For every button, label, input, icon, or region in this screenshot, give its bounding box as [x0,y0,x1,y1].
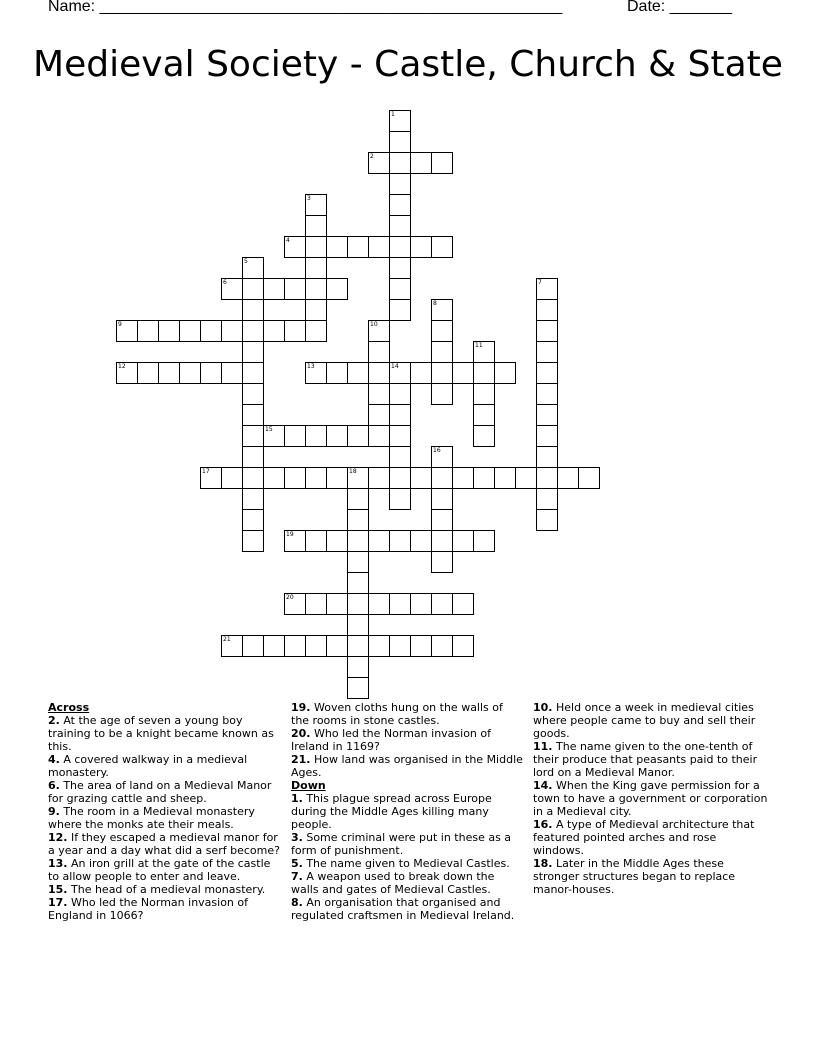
grid-cell[interactable] [305,467,327,489]
clue-number-label: 20. [291,727,311,740]
grid-cell[interactable] [221,362,243,384]
clue-item [48,805,280,831]
grid-cell[interactable] [305,299,327,321]
grid-cell[interactable] [284,467,306,489]
grid-cell[interactable] [389,362,411,384]
down-heading: Down [291,779,326,792]
grid-cell[interactable] [431,488,453,510]
clue-text: Held once a week in medieval cities where people came to buy and sell their goods. [533,701,756,740]
grid-cell[interactable] [536,488,558,510]
grid-cell[interactable] [536,404,558,426]
grid-cell[interactable] [368,425,390,447]
grid-cell[interactable] [410,362,432,384]
clue-number-label: 4. [48,753,60,766]
grid-cell[interactable] [263,278,285,300]
clue-text: How land was organised in the Middle Ages. [291,753,523,779]
grid-cell[interactable] [557,467,579,489]
grid-cell[interactable] [305,215,327,237]
across-clue-list-continued [291,701,523,779]
page-title: Medieval Society - Castle, Church & State [33,44,783,85]
grid-cell[interactable] [284,530,306,552]
clue-number: 20 [286,594,294,601]
clue-number: 6 [223,279,227,286]
grid-cell[interactable] [242,404,264,426]
grid-cell[interactable] [347,467,369,489]
clue-item [533,701,769,740]
grid-cell[interactable] [389,425,411,447]
grid-cell[interactable] [347,236,369,258]
grid-cell[interactable] [389,299,411,321]
grid-cell[interactable] [389,593,411,615]
clue-number-label: 17. [48,896,68,909]
grid-cell[interactable] [473,530,495,552]
clue-number-label: 19. [291,701,311,714]
clue-item [48,896,280,922]
clue-number: 10 [370,321,378,328]
clue-text: At the age of seven a young boy training to be a knight became known as this. [48,714,274,753]
grid-cell[interactable] [200,320,222,342]
grid-cell[interactable] [326,362,348,384]
clue-number-label: 6. [48,779,60,792]
clues-column-2 [291,701,523,922]
grid-cell[interactable] [536,425,558,447]
clue-text: Later in the Middle Ages these stronger structures began to replace manor-houses. [533,857,736,896]
grid-cell[interactable] [431,362,453,384]
grid-cell[interactable] [410,530,432,552]
grid-cell[interactable] [200,362,222,384]
clue-number-label: 11. [533,740,553,753]
grid-cell[interactable] [347,362,369,384]
grid-cell[interactable] [368,383,390,405]
down-clue-list [291,792,523,922]
clue-item [48,831,280,857]
clue-number: 13 [307,363,315,370]
grid-cell[interactable] [284,425,306,447]
grid-cell[interactable] [536,299,558,321]
clue-number: 15 [265,426,273,433]
clue-number-label: 15. [48,883,68,896]
clue-number: 8 [433,300,437,307]
clue-text: This plague spread across Europe during the Middle Ages killing many people. [291,792,492,831]
grid-cell[interactable] [536,446,558,468]
name-line: Name: ____________________________________________________ [48,0,563,15]
clue-number-label: 14. [533,779,553,792]
grid-cell[interactable] [368,236,390,258]
grid-cell[interactable] [263,320,285,342]
clue-number: 21 [223,636,231,643]
clue-text: Who led the Norman invasion of England in 1066? [48,896,249,922]
clue-number: 2 [370,153,374,160]
grid-cell[interactable] [389,257,411,279]
grid-cell[interactable] [389,278,411,300]
grid-cell[interactable] [473,362,495,384]
clue-number-label: 8. [291,896,303,909]
grid-cell[interactable] [473,383,495,405]
grid-cell[interactable] [116,320,138,342]
grid-cell[interactable] [263,635,285,657]
clue-number-label: 9. [48,805,60,818]
grid-cell[interactable] [221,278,243,300]
grid-cell[interactable] [242,278,264,300]
grid-cell[interactable] [536,341,558,363]
clue-item [48,779,280,805]
across-clue-list [48,714,280,922]
grid-cell[interactable] [536,278,558,300]
grid-cell[interactable] [536,467,558,489]
grid-cell[interactable] [473,341,495,363]
clue-item [291,857,523,870]
grid-cell[interactable] [200,467,222,489]
grid-cell[interactable] [368,467,390,489]
clue-text: A weapon used to break down the walls and gates of Medieval Castles. [291,870,495,896]
clue-number: 7 [538,279,542,286]
clue-number: 17 [202,468,210,475]
grid-cell[interactable] [431,530,453,552]
clue-number-label: 7. [291,870,303,883]
grid-cell[interactable] [284,635,306,657]
grid-cell[interactable] [515,467,537,489]
grid-cell[interactable] [410,467,432,489]
grid-cell[interactable] [389,173,411,195]
grid-cell[interactable] [389,110,411,132]
grid-cell[interactable] [368,320,390,342]
grid-cell[interactable] [179,320,201,342]
grid-cell[interactable] [263,425,285,447]
grid-cell[interactable] [326,278,348,300]
grid-cell[interactable] [305,635,327,657]
clue-text: The head of a medieval monastery. [67,883,266,896]
clue-number-label: 1. [291,792,303,805]
clue-number: 3 [307,195,311,202]
grid-cell[interactable] [389,236,411,258]
grid-cell[interactable] [431,320,453,342]
clue-text: An organisation that organised and regulated craftsmen in Medieval Ireland. [291,896,515,922]
clue-item [48,883,280,896]
grid-cell[interactable] [536,383,558,405]
grid-cell[interactable] [263,467,285,489]
grid-cell[interactable] [389,152,411,174]
grid-cell[interactable] [431,593,453,615]
grid-cell[interactable] [326,467,348,489]
grid-cell[interactable] [494,362,516,384]
across-heading: Across [48,701,90,714]
clue-text: An iron grill at the gate of the castle to allow people to enter and leave. [48,857,271,883]
clue-number: 5 [244,258,248,265]
clue-number-label: 3. [291,831,303,844]
clue-text: Some criminal were put in these as a form of punishment. [291,831,512,857]
grid-cell[interactable] [242,320,264,342]
grid-cell[interactable] [431,446,453,468]
grid-cell[interactable] [431,635,453,657]
grid-cell[interactable] [242,299,264,321]
grid-cell[interactable] [452,467,474,489]
grid-cell[interactable] [347,656,369,678]
grid-cell[interactable] [221,320,243,342]
grid-cell[interactable] [305,425,327,447]
grid-cell[interactable] [305,278,327,300]
clue-text: Who led the Norman invasion of Ireland in 1169? [291,727,492,753]
clues-column-1 [48,701,280,922]
grid-cell[interactable] [284,236,306,258]
grid-cell[interactable] [242,530,264,552]
grid-cell[interactable] [431,341,453,363]
clue-text: The area of land on a Medieval Manor for grazing cattle and sheep. [48,779,272,805]
grid-cell[interactable] [347,551,369,573]
clue-number-label: 18. [533,857,553,870]
grid-cell[interactable] [305,257,327,279]
grid-cell[interactable] [368,341,390,363]
grid-cell[interactable] [326,236,348,258]
clue-item [48,753,280,779]
clue-text: When the King gave permission for a town to have a government or corporation in a Medieval city. [533,779,768,818]
clue-item [533,779,769,818]
grid-cell[interactable] [410,593,432,615]
clue-number: 11 [475,342,483,349]
grid-cell[interactable] [368,593,390,615]
down-clue-list-continued [533,701,769,896]
grid-cell[interactable] [305,194,327,216]
grid-cell[interactable] [368,152,390,174]
grid-cell[interactable] [473,425,495,447]
clue-item [291,753,523,779]
grid-cell[interactable] [410,152,432,174]
clue-number: 14 [391,363,399,370]
grid-cell[interactable] [158,362,180,384]
grid-cell[interactable] [347,572,369,594]
grid-cell[interactable] [158,320,180,342]
grid-cell[interactable] [389,488,411,510]
grid-cell[interactable] [452,362,474,384]
grid-cell[interactable] [179,362,201,384]
grid-cell[interactable] [326,425,348,447]
clue-text: The name given to the one-tenth of their produce that peasants paid to their lord on a Medieval Manor. [533,740,758,779]
grid-cell[interactable] [242,362,264,384]
clue-number-label: 13. [48,857,68,870]
grid-cell[interactable] [536,362,558,384]
grid-cell[interactable] [431,551,453,573]
grid-cell[interactable] [536,509,558,531]
grid-cell[interactable] [137,320,159,342]
grid-cell[interactable] [116,362,138,384]
grid-cell[interactable] [326,530,348,552]
grid-cell[interactable] [347,614,369,636]
grid-cell[interactable] [242,635,264,657]
grid-cell[interactable] [326,635,348,657]
grid-cell[interactable] [473,404,495,426]
clue-number: 4 [286,237,290,244]
grid-cell[interactable] [389,215,411,237]
grid-cell[interactable] [284,320,306,342]
clues-column-3 [533,701,769,896]
clue-item [291,896,523,922]
grid-cell[interactable] [242,341,264,363]
grid-cell[interactable] [242,446,264,468]
clue-number: 9 [118,321,122,328]
grid-cell[interactable] [242,467,264,489]
grid-cell[interactable] [368,530,390,552]
clue-item [291,792,523,831]
clue-number-label: 21. [291,753,311,766]
clue-text: The name given to Medieval Castles. [302,857,510,870]
grid-cell[interactable] [242,383,264,405]
clue-text: The room in a Medieval monastery where the monks ate their meals. [48,805,255,831]
clue-number-label: 10. [533,701,553,714]
grid-cell[interactable] [137,362,159,384]
grid-cell[interactable] [473,467,495,489]
grid-cell[interactable] [410,236,432,258]
clue-item [291,870,523,896]
grid-cell[interactable] [431,467,453,489]
grid-cell[interactable] [305,530,327,552]
grid-cell[interactable] [368,635,390,657]
grid-cell[interactable] [242,425,264,447]
clue-number-label: 5. [291,857,303,870]
clue-item [48,857,280,883]
grid-cell[interactable] [305,593,327,615]
clue-number: 12 [118,363,126,370]
grid-cell[interactable] [389,131,411,153]
grid-cell[interactable] [242,488,264,510]
clue-item [291,701,523,727]
grid-cell[interactable] [389,404,411,426]
grid-cell[interactable] [452,530,474,552]
grid-cell[interactable] [431,299,453,321]
clue-item [291,831,523,857]
grid-cell[interactable] [305,362,327,384]
grid-cell[interactable] [221,467,243,489]
date-line: Date: _______ [627,0,732,15]
clue-item [533,818,769,857]
grid-cell[interactable] [242,509,264,531]
clue-item [533,740,769,779]
grid-cell[interactable] [305,320,327,342]
clue-text: A type of Medieval architecture that featured pointed arches and rose windows. [533,818,755,857]
grid-cell[interactable] [347,509,369,531]
grid-cell[interactable] [452,635,474,657]
grid-cell[interactable] [347,425,369,447]
clue-number: 19 [286,531,294,538]
clue-item [291,727,523,753]
grid-cell[interactable] [452,593,474,615]
clue-text: Woven cloths hung on the walls of the rooms in stone castles. [291,701,503,727]
grid-cell[interactable] [431,152,453,174]
clue-number-label: 2. [48,714,60,727]
grid-cell[interactable] [347,593,369,615]
grid-cell[interactable] [368,404,390,426]
grid-cell[interactable] [242,257,264,279]
clue-text: A covered walkway in a medieval monastery. [48,753,248,779]
grid-cell[interactable] [284,278,306,300]
clue-number-label: 16. [533,818,553,831]
grid-cell[interactable] [284,593,306,615]
grid-cell[interactable] [389,467,411,489]
clue-text: If they escaped a medieval manor for a year and a day what did a serf become? [48,831,280,857]
grid-cell[interactable] [389,530,411,552]
grid-cell[interactable] [347,635,369,657]
grid-cell[interactable] [389,635,411,657]
grid-cell[interactable] [368,362,390,384]
grid-cell[interactable] [389,194,411,216]
grid-cell[interactable] [410,635,432,657]
grid-cell[interactable] [431,236,453,258]
grid-cell[interactable] [347,488,369,510]
clue-number: 18 [349,468,357,475]
clue-number: 1 [391,111,395,118]
grid-cell[interactable] [221,635,243,657]
grid-cell[interactable] [494,467,516,489]
clue-number-label: 12. [48,831,68,844]
grid-cell[interactable] [578,467,600,489]
grid-cell[interactable] [326,593,348,615]
grid-cell[interactable] [536,320,558,342]
clue-item [533,857,769,896]
clue-number: 16 [433,447,441,454]
grid-cell[interactable] [431,509,453,531]
grid-cell[interactable] [347,530,369,552]
grid-cell[interactable] [389,383,411,405]
grid-cell[interactable] [389,446,411,468]
grid-cell[interactable] [347,677,369,699]
clue-item [48,714,280,753]
grid-cell[interactable] [305,236,327,258]
grid-cell[interactable] [431,383,453,405]
